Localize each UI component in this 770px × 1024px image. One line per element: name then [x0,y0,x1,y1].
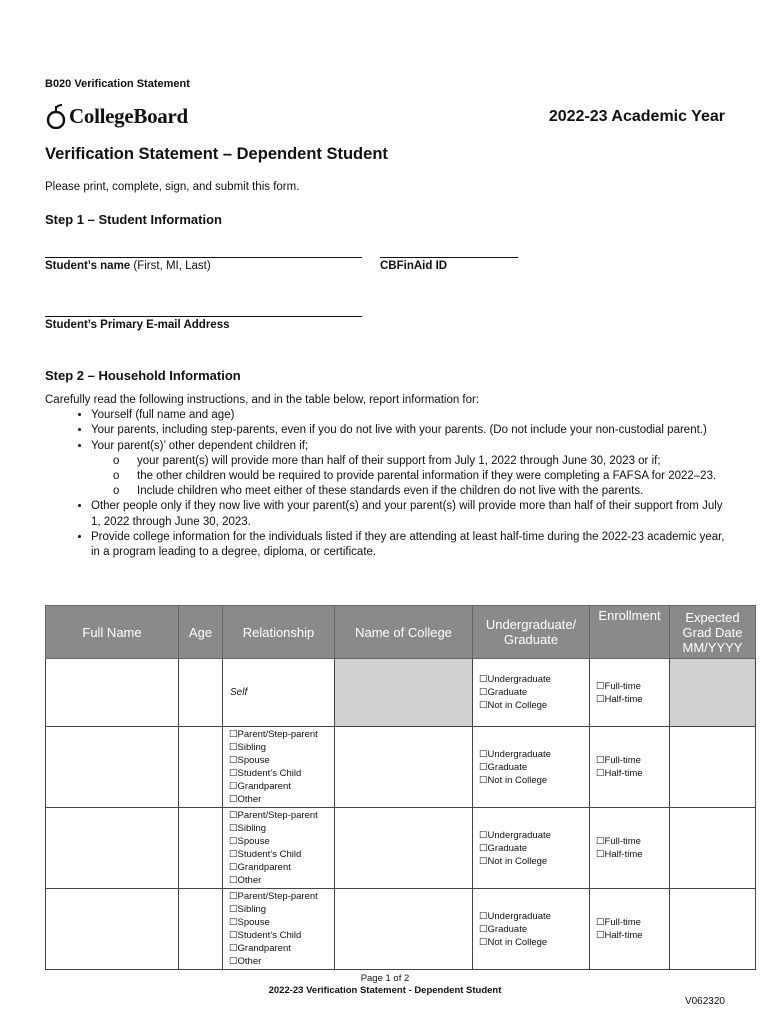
level-checkbox[interactable]: ☐ Undergraduate [479,748,586,761]
list-item: • Other people only if they now live with your parent(s) and your parent(s) will provide more than half of their support from July 1, 2022 through June 30, 2023. [91,499,735,529]
list-item: • Provide college information for the individuals listed if they are attending at least half-time during the 2022-23 academic year, in a program leading to a degree, diploma, or certificate. [91,530,735,560]
level-checkbox[interactable]: ☐ Not in College [479,936,586,949]
age-cell[interactable] [179,727,223,808]
enrollment-checkbox[interactable]: ☐ Half-time [596,929,666,942]
level-checkbox[interactable]: ☐ Undergraduate [479,673,586,686]
college-cell [335,659,473,727]
level-checkbox[interactable]: ☐ Graduate [479,761,586,774]
form-code: B020 Verification Statement [45,78,190,90]
grad-date-cell[interactable] [670,727,756,808]
relationship-checkbox[interactable]: ☐ Parent/Step-parent [229,809,331,822]
relationship-checkbox[interactable]: ☐ Parent/Step-parent [229,890,331,903]
col-college: Name of College [335,606,473,659]
col-undergrad: Undergraduate/ Graduate [473,606,590,659]
relationship-checkbox[interactable]: ☐ Other [229,874,331,887]
col-relationship: Relationship [223,606,335,659]
table-header-row [46,606,756,659]
full-name-cell[interactable] [46,659,179,727]
relationship-checkbox[interactable]: ☐ Grandparent [229,861,331,874]
instructions [45,393,735,560]
household-table [45,605,756,970]
relationship-checkbox[interactable]: ☐ Student’s Child [229,929,331,942]
self-label: Self [230,687,248,698]
full-name-cell[interactable] [46,889,179,970]
academic-year: 2022-23 Academic Year [548,108,725,125]
level-checkbox[interactable]: ☐ Undergraduate [479,829,586,842]
table-row [46,727,756,808]
relationship-checkbox[interactable]: ☐ Sibling [229,822,331,835]
enrollment-checkbox[interactable]: ☐ Full-time [596,680,666,693]
col-full-name: Full Name [46,606,179,659]
relationship-checkbox[interactable]: ☐ Spouse [229,754,331,767]
footer [0,973,770,997]
age-cell[interactable] [179,808,223,889]
logo-text: CollegeBoard [69,103,188,128]
enrollment-checkbox[interactable]: ☐ Full-time [596,916,666,929]
relationship-checkbox[interactable]: ☐ Grandparent [229,942,331,955]
level-cell [473,727,590,808]
relationship-checkbox[interactable]: ☐ Other [229,955,331,968]
acorn-icon [45,103,67,129]
table-row [46,889,756,970]
list-item: o your parent(s) will provide more than half of their support from July 1, 2022 through June 30, 2023 or if; [137,454,735,469]
age-cell[interactable] [179,659,223,727]
relationship-cell [223,808,335,889]
intro-text: Please print, complete, sign, and submit this form. [45,181,300,193]
relationship-checkbox[interactable]: ☐ Sibling [229,741,331,754]
relationship-checkbox[interactable]: ☐ Grandparent [229,780,331,793]
relationship-checkbox[interactable]: ☐ Student’s Child [229,848,331,861]
student-name-field[interactable] [45,257,362,258]
col-grad-date: Expected Grad Date MM/YYYY [670,606,756,659]
list-item: • Your parent(s)’ other dependent children if; o your parent(s) will provide more than half of their support from July 1, 2022 through June 30, 2023 or if; o the other children would be required to provide parental information if they were completing a FAFSA for 2022–23. o Include children who meet either of these standards even if the children do not live with the parents. [91,439,735,500]
level-checkbox[interactable]: ☐ Not in College [479,699,586,712]
instructions-lead: Carefully read the following instructions, and in the table below, report information for: [45,394,480,406]
relationship-checkbox[interactable]: ☐ Spouse [229,835,331,848]
email-field[interactable] [45,316,362,317]
relationship-checkbox[interactable]: ☐ Parent/Step-parent [229,728,331,741]
level-checkbox[interactable]: ☐ Graduate [479,686,586,699]
enrollment-cell [590,889,670,970]
table-row [46,659,756,727]
level-checkbox[interactable]: ☐ Graduate [479,923,586,936]
full-name-cell[interactable] [46,727,179,808]
enrollment-cell [590,659,670,727]
enrollment-checkbox[interactable]: ☐ Half-time [596,767,666,780]
relationship-checkbox[interactable]: ☐ Sibling [229,903,331,916]
col-enrollment: Enrollment [590,606,670,659]
age-cell[interactable] [179,889,223,970]
email-label: Student’s Primary E-mail Address [45,319,230,331]
level-cell [473,889,590,970]
level-cell [473,659,590,727]
version-code: V062320 [684,996,725,1007]
level-checkbox[interactable]: ☐ Not in College [479,855,586,868]
page-title: Verification Statement – Dependent Student [45,145,388,163]
enrollment-cell [590,727,670,808]
grad-date-cell [670,659,756,727]
step2-heading: Step 2 – Household Information [45,368,241,383]
relationship-checkbox[interactable]: ☐ Spouse [229,916,331,929]
footer-doc-title: 2022-23 Verification Statement - Dependent Student [268,985,502,996]
college-board-logo [45,103,188,129]
level-checkbox[interactable]: ☐ Undergraduate [479,910,586,923]
list-item: o the other children would be required to provide parental information if they were completing a FAFSA for 2022–23. [137,469,735,484]
grad-date-cell[interactable] [670,889,756,970]
relationship-cell [223,889,335,970]
relationship-cell [223,659,335,727]
enrollment-checkbox[interactable]: ☐ Full-time [596,835,666,848]
college-cell[interactable] [335,889,473,970]
enrollment-checkbox[interactable]: ☐ Full-time [596,754,666,767]
list-item: • Your parents, including step-parents, even if you do not live with your parents. (Do not include your non-custodial parent.) [91,423,735,438]
table-row [46,808,756,889]
cbfinaid-id-label: CBFinAid ID [380,260,448,272]
relationship-checkbox[interactable]: ☐ Other [229,793,331,806]
level-checkbox[interactable]: ☐ Graduate [479,842,586,855]
college-cell[interactable] [335,727,473,808]
grad-date-cell[interactable] [670,808,756,889]
cbfinaid-id-field[interactable] [380,257,518,258]
relationship-checkbox[interactable]: ☐ Student’s Child [229,767,331,780]
page-number: Page 1 of 2 [360,973,410,984]
relationship-cell [223,727,335,808]
list-item: o Include children who meet either of these standards even if the children do not live with the parents. [137,484,735,499]
college-cell[interactable] [335,808,473,889]
step1-heading: Step 1 – Student Information [45,212,222,227]
level-checkbox[interactable]: ☐ Not in College [479,774,586,787]
enrollment-checkbox[interactable]: ☐ Half-time [596,693,666,706]
student-name-label: Student’s name (First, MI, Last) [45,260,211,272]
enrollment-checkbox[interactable]: ☐ Half-time [596,848,666,861]
full-name-cell[interactable] [46,808,179,889]
list-item: • Yourself (full name and age) [91,408,735,423]
enrollment-cell [590,808,670,889]
col-age: Age [179,606,223,659]
level-cell [473,808,590,889]
